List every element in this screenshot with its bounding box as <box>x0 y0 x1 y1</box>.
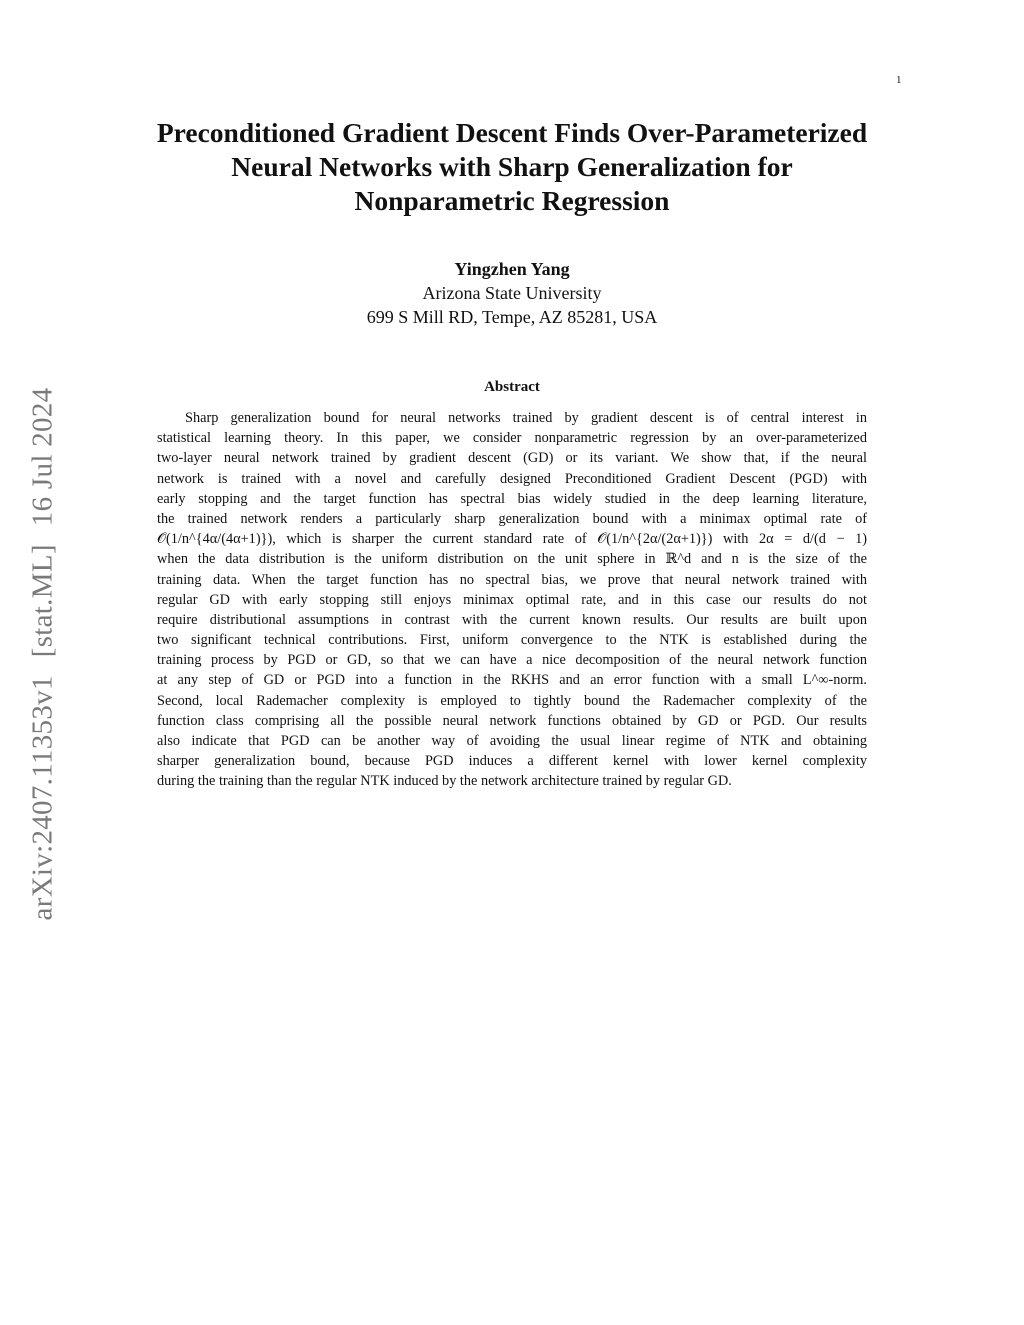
abstract-body <box>157 408 867 792</box>
abstract-line: function class comprising all the possible neural network functions obtained by GD or PGD. Our results <box>157 712 867 729</box>
author-address: 699 S Mill RD, Tempe, AZ 85281, USA <box>366 307 658 327</box>
abstract-line: during the training than the regular NTK induced by the network architecture trained by regular GD. <box>157 773 732 790</box>
arxiv-date: 16 Jul 2024 <box>26 387 59 527</box>
abstract-line: network is trained with a novel and carefully designed Preconditioned Gradient Descent (PGD) with <box>157 470 867 487</box>
abstract-line: training process by PGD or GD, so that we can have a nice decomposition of the neural network function <box>157 652 867 669</box>
abstract-line: training data. When the target function has no spectral bias, we prove that neural network trained with <box>157 571 867 588</box>
title-line: Neural Networks with Sharp Generalization for <box>231 151 793 182</box>
title-line: Preconditioned Gradient Descent Finds Over-Parameterized <box>156 117 868 148</box>
abstract-heading: Abstract <box>484 379 540 395</box>
author-block <box>212 257 812 329</box>
arxiv-stamp <box>27 388 60 921</box>
abstract-line: Sharp generalization bound for neural networks trained by gradient descent is of central interest in <box>185 410 867 426</box>
abstract-line: when the data distribution is the uniform distribution on the unit sphere in ℝ^d and n is the size of the <box>157 551 867 568</box>
abstract-line: statistical learning theory. In this paper, we consider nonparametric regression by an over-parameterized <box>157 430 867 447</box>
abstract-line: sharper generalization bound, because PGD induces a different kernel with lower kernel complexity <box>157 753 867 770</box>
abstract-line: 𝒪(1/n^{4α/(4α+1)}), which is sharper the current standard rate of 𝒪(1/n^{2α/(2α+1)}) with 2α = d/(d − 1) <box>157 531 867 548</box>
abstract-line: early stopping and the target function has spectral bias widely studied in the deep learning literature, <box>157 490 867 507</box>
abstract-line: two significant technical contributions. First, uniform convergence to the NTK is established during the <box>157 632 867 649</box>
title-line: Nonparametric Regression <box>354 185 670 216</box>
paper-title <box>112 116 912 218</box>
author-name: Yingzhen Yang <box>454 259 570 279</box>
page-number: 1 <box>896 74 902 86</box>
abstract-line: Second, local Rademacher complexity is employed to tightly bound the Rademacher complexity of the <box>157 692 867 709</box>
abstract-line: at any step of GD or PGD into a function in the RKHS and an error function with a small L^∞-norm. <box>157 672 867 689</box>
abstract-line: two-layer neural network trained by gradient descent (GD) or its variant. We show that, if the neural <box>157 450 867 467</box>
abstract-line: regular GD with early stopping still enjoys minimax optimal rate, and in this case our results do not <box>157 591 867 608</box>
author-affiliation: Arizona State University <box>422 283 602 303</box>
abstract-line: require distributional assumptions in contrast with the current known results. Our results are built upon <box>157 611 867 628</box>
arxiv-category: [stat.ML] <box>26 544 59 658</box>
abstract-line: the trained network renders a particularly sharp generalization bound with a minimax optimal rate of <box>157 510 867 527</box>
arxiv-id: arXiv:2407.11353v1 <box>26 675 59 921</box>
abstract-line: also indicate that PGD can be another way of avoiding the usual linear regime of NTK and obtaining <box>157 733 867 749</box>
